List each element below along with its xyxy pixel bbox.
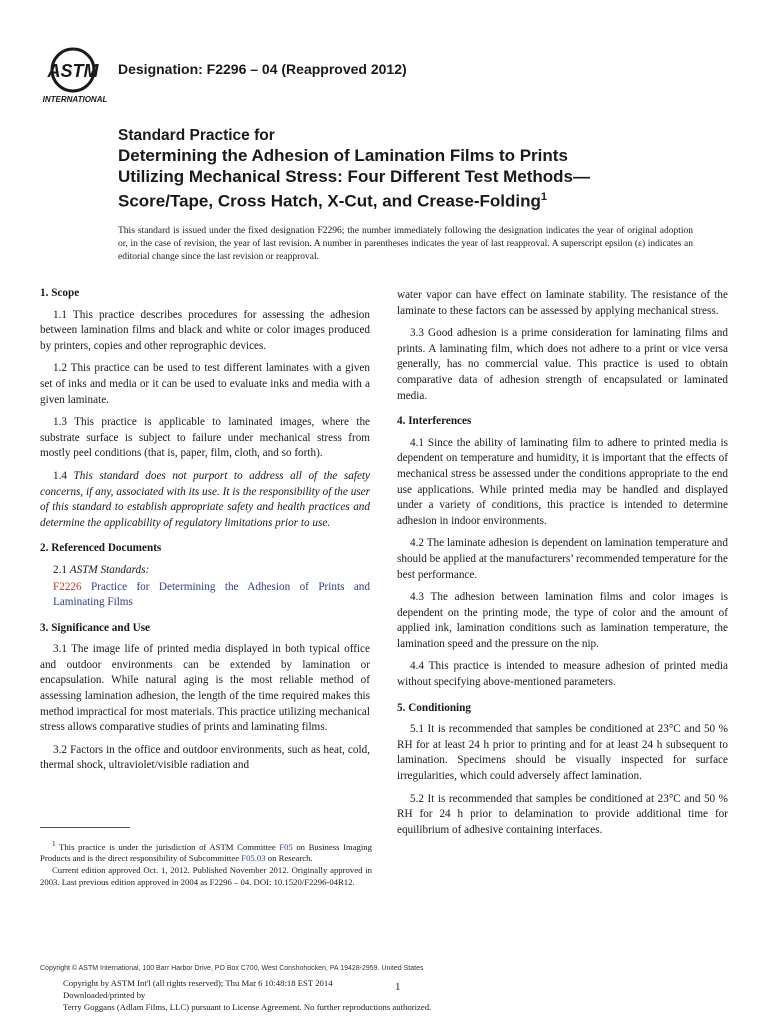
logo-subtext: INTERNATIONAL [42, 95, 108, 104]
astm-logo [40, 46, 110, 104]
footnote-mark: 1 [52, 840, 56, 848]
logo-text: ASTM [47, 61, 99, 81]
download-line-2: Downloaded/printed by [63, 990, 146, 1000]
footnote-text-c: on Research. [265, 853, 313, 864]
section-heading-conditioning: 5. Conditioning [397, 701, 471, 714]
download-notice [63, 977, 431, 1013]
title-block [118, 126, 678, 212]
title-line-3 [118, 187, 678, 212]
title-footnote-mark: 1 [540, 191, 547, 203]
paragraph-2-1 [40, 563, 370, 579]
committee-link[interactable]: F05 [279, 841, 293, 852]
title-line-3-text: Score/Tape, Cross Hatch, X-Cut, and Crease-Folding [118, 191, 541, 211]
footnote [40, 839, 372, 888]
download-line-1: Copyright by ASTM Int'l (all rights reserved); Thu Mar 6 10:48:18 EST 2014 [63, 978, 333, 988]
right-column [397, 288, 728, 845]
section-heading-interferences: 4. Interferences [397, 415, 472, 428]
footnote-rule [40, 827, 130, 828]
issued-note: This standard is issued under the fixed designation F2296; the number immediately following the designation indicates the year of original adoption or, in the case of revision, the year of last revision. A number in parentheses indicates the year of last reapproval. A superscript epsilon (ε) indicates an editorial change since the last revision or reapproval. [118, 226, 693, 262]
paragraph-3-2: 3.2 Factors in the office and outdoor environments, such as heat, cold, thermal shock, ultraviolet/visible radiation and [40, 743, 370, 772]
paragraph-1-4-num: 1.4 [53, 469, 74, 482]
download-line-3: Terry Goggans (Adlam Films, LLC) pursuant to License Agreement. No further reproductions authorized. [63, 1002, 432, 1012]
title-intro: Standard Practice for [118, 127, 275, 144]
section-heading-scope: 1. Scope [40, 287, 80, 299]
paragraph-5-2: 5.2 It is recommended that samples be conditioned at 23°C and 50 % RH for 24 h prior to delamination to provide additional time for equilibrium of adhesive containing interfaces. [397, 792, 728, 836]
section-heading-referenced: 2. Referenced Documents [40, 542, 162, 555]
designation: Designation: F2296 – 04 (Reapproved 2012) [118, 61, 407, 77]
left-column [40, 286, 370, 781]
reference-f2226[interactable] [40, 580, 370, 611]
footnote-1 [40, 839, 372, 865]
title-line-2: Utilizing Mechanical Stress: Four Different Test Methods— [118, 167, 590, 186]
paragraph-4-3: 4.3 The adhesion between lamination films and color images is dependent on the printing mode, the type of color and the amount of applied ink, lamination conditions such as lamination temperature, the lamination speed and the pressure on the nip. [397, 591, 728, 650]
footnote-edition: Current edition approved Oct. 1, 2012. Published November 2012. Originally approved in 2003. Last previous edition approved in 2004 as F2296 – 04. DOI: 10.1520/F2296-04R12. [40, 865, 372, 887]
paragraph-3-3: 3.3 Good adhesion is a prime consideration for laminating films and prints. A laminating film, which does not adhere to a print or vice versa generally, has no commercial value. This practice is used to obtain comparative data of adhesion strength of encapsulated or laminated media. [397, 327, 728, 402]
footnote-text-b: on Business Imaging Products and is the direct responsibility of Subcommittee [40, 841, 372, 864]
paragraph-1-3: 1.3 This practice is applicable to laminated images, where the substrate surface is subject to failure under mechanical stress from mostly peel conditions (that is, paper, film, cloth, and so forth). [40, 416, 370, 460]
footnote-text-a: This practice is under the jurisdiction of ASTM Committee [55, 841, 280, 852]
paragraph-4-4: 4.4 This practice is intended to measure adhesion of printed media without specifying above-mentioned parameters. [397, 660, 728, 689]
paragraph-3-2-continued: water vapor can have effect on laminate stability. The resistance of the laminate to these factors can be assessed by applying mechanical stress. [397, 289, 728, 317]
section-heading-significance: 3. Significance and Use [40, 621, 151, 634]
paragraph-1-1: 1.1 This practice describes procedures for assessing the adhesion between lamination films and black and white or color images produced by printers, copies and other reprographic devices. [40, 308, 370, 352]
paragraph-1-4 [40, 469, 370, 531]
reference-code[interactable]: F2226 [53, 580, 82, 593]
page-number: 1 [395, 981, 401, 993]
title-line-1: Determining the Adhesion of Lamination Films to Prints [118, 146, 568, 165]
paragraph-4-2: 4.2 The laminate adhesion is dependent on lamination temperature and should be applied at the manufacturers’ recommended temperature for the best performance. [397, 537, 728, 581]
copyright-line: Copyright © ASTM International, 100 Barr Harbor Drive, PO Box C700, West Conshohocken, PA 19428-2959. United States [40, 965, 424, 972]
paragraph-3-1: 3.1 The image life of printed media displayed in both typical office and outdoor environments can be extended by lamination or encapsulation. While natural aging is the most reliable method of assessing lamination adhesion, the length of the time required makes this method impractical for most materials. This practice utilizing mechanical stress allows comparative studies of prints and laminating films. [40, 643, 370, 734]
paragraph-2-1-num: 2.1 [53, 563, 70, 576]
paragraph-1-2: 1.2 This practice can be used to test different laminates with a given set of inks and media or it can be used to evaluate inks and media with a given laminate. [40, 362, 370, 406]
subcommittee-link[interactable]: F05.03 [241, 853, 266, 864]
paragraph-5-1: 5.1 It is recommended that samples be conditioned at 23°C and 50 % RH for at least 24 h prior to printing and for at least 24 h subsequent to lamination. Specimens should be visually inspected for surface irregularities, which could adversely affect lamination. [397, 723, 728, 783]
paragraph-2-1-text: ASTM Standards: [69, 563, 150, 576]
paragraph-4-1: 4.1 Since the ability of laminating film to adhere to printed media is dependent on temperature and humidity, it is important that the effects of mechanical stress be assessed under the conditions appropriate to the end use applications. While printed media may be handled and displayed under a variety of conditions, this practice is intended to determine adhesion in indoor environments. [397, 436, 728, 527]
paragraph-1-4-text: This standard does not purport to address all of the safety concerns, if any, associated with its use. It is the responsibility of the user of this standard to establish appropriate safety and health practices and determine the applicability of regulatory limitations prior to use. [40, 469, 370, 529]
reference-link[interactable]: Practice for Determining the Adhesion of Prints and Laminating Films [53, 580, 370, 609]
